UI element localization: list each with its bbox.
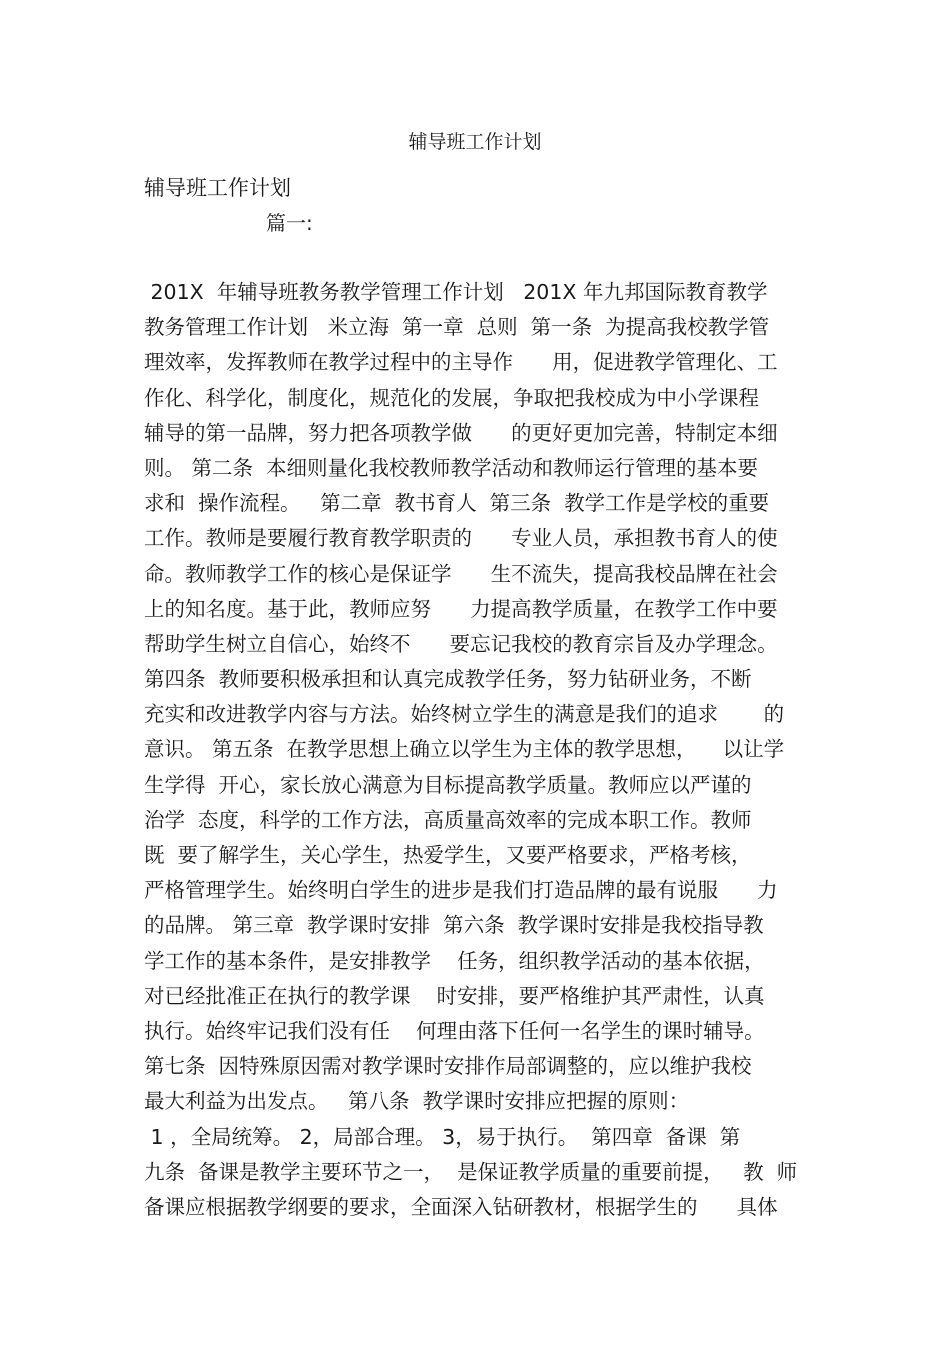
body-line: 辅导的第一品牌，努力把各项教学做 的更好更加完善，特制定本细 [144, 420, 778, 445]
body-line: 工作。教师是要履行教育教学职责的 专业人员，承担教书育人的使 [144, 526, 778, 551]
body-line: 教务管理工作计划 米立海 第一章 总则 第一条 为提高我校教学管 [144, 315, 770, 340]
body-line: 帮助学生树立自信心，始终不 要忘记我校的教育宗旨及办学理念。 [144, 631, 778, 656]
section-label: 篇一: [266, 211, 313, 235]
body-line: 则。 第二条 本细则量化我校教师教学活动和教师运行管理的基本要 [144, 455, 759, 480]
body-line: 生学得 开心，家长放心满意为目标提高教学质量。教师应以严谨的 [144, 772, 752, 797]
body-line: 严格管理学生。始终明白学生的进步是我们打造品牌的最有说服 力 [144, 878, 778, 903]
body-text [144, 275, 824, 1225]
body-line: 九条 备课是教学主要环节之一， 是保证教学质量的重要前提， 教 师 [144, 1159, 798, 1184]
body-line: 201X 年辅导班教务教学管理工作计划 201X 年九邦国际教育教学 [144, 280, 768, 304]
body-line: 意识。 第五条 在教学思想上确立以学生为主体的教学思想， 以让学 [144, 737, 785, 762]
body-line: 命。教师教学工作的核心是保证学 生不流失，提高我校品牌在社会 [144, 561, 778, 586]
body-line: 1 ，全局统筹。 2，局部合理。 3，易于执行。 第四章 备课 第 [144, 1124, 741, 1149]
body-line: 理效率，发挥教师在教学过程中的主导作 用，促进教学管理化、工 [144, 350, 778, 375]
body-line: 治学 态度，科学的工作方法，高质量高效率的完成本职工作。教师 [144, 807, 752, 832]
body-line: 充实和改进教学内容与方法。始终树立学生的满意是我们的追求 的 [144, 702, 785, 727]
body-line: 既 要了解学生，关心学生，热爱学生，又要严格要求，严格考核， [144, 843, 752, 867]
body-line: 第七条 因特殊原因需对教学课时安排作局部调整的，应以维护我校 [144, 1054, 752, 1079]
body-line: 执行。始终牢记我们没有任 何理由落下任何一名学生的课时辅导。 [144, 1018, 765, 1043]
body-line: 作化、科学化，制度化，规范化的发展，争取把我校成为中小学课程 [144, 385, 759, 410]
body-line: 上的知名度。基于此，教师应努 力提高教学质量，在教学工作中要 [144, 596, 778, 621]
body-line: 学工作的基本条件，是安排教学 任务，组织教学活动的基本依据， [144, 948, 765, 973]
body-line: 求和 操作流程。 第二章 教书育人 第三条 教学工作是学校的重要 [144, 491, 770, 516]
body-line: 对已经批准正在执行的教学课 时安排，要严格维护其严肃性，认真 [144, 983, 765, 1008]
body-line: 备课应根据教学纲要的要求，全面深入钻研教材，根据学生的 具体 [144, 1194, 778, 1219]
body-line: 第四条 教师要积极承担和认真完成教学任务，努力钻研业务，不断 [144, 667, 752, 692]
document-subtitle: 辅导班工作计划 [144, 176, 291, 200]
body-line: 的品牌。 第三章 教学课时安排 第六条 教学课时安排是我校指导教 [144, 913, 764, 938]
document-title: 辅导班工作计划 [408, 131, 542, 153]
body-line: 最大利益为出发点。 第八条 教学课时安排应把握的原则： [144, 1089, 690, 1114]
